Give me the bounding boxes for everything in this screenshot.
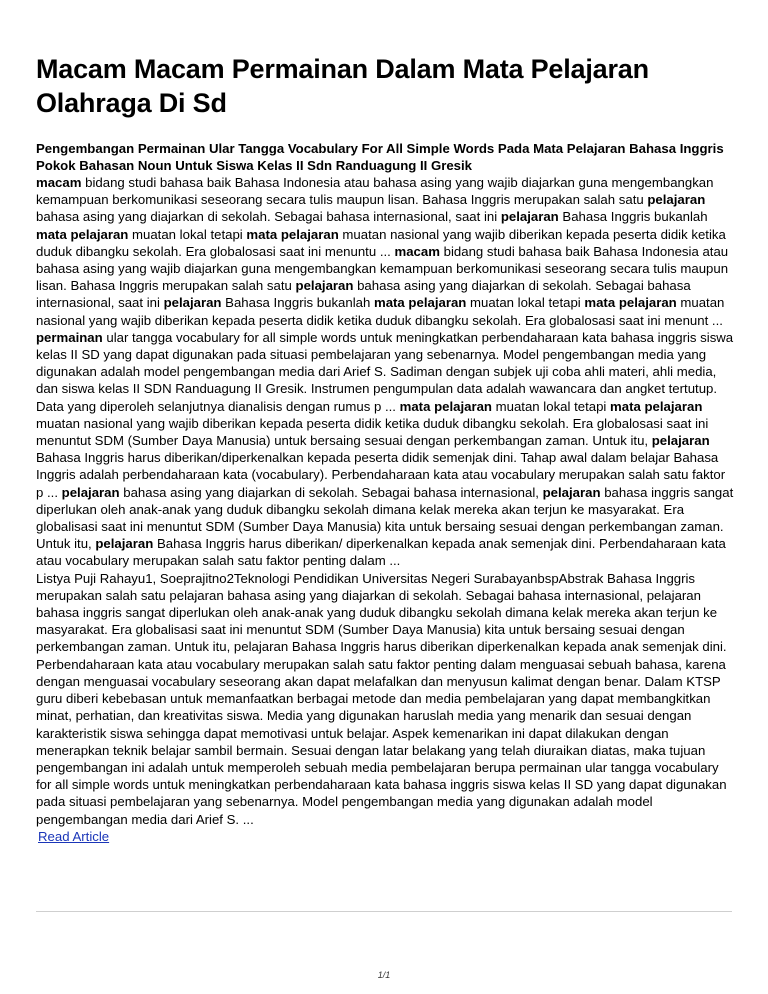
highlighted-keyword: pelajaran [651, 433, 710, 449]
article-section [36, 140, 736, 846]
highlighted-keyword: pelajaran [163, 295, 222, 311]
highlighted-keyword: mata pelajaran [373, 295, 467, 311]
highlighted-keyword: pelajaran [95, 536, 154, 552]
highlighted-keyword: permainan [36, 329, 103, 345]
highlighted-keyword: macam [394, 243, 440, 259]
highlighted-keyword: mata pelajaran [36, 226, 129, 242]
excerpt-text: Bahasa Inggris harus diberikan/diperkenalkan kepada peserta didik semenjak dini. Tahap awal dalam belajar Bahasa Inggris adalah perbendaharaan kata (vocabulary). Perbendaharaan kata atau vocabulary merupakan salah satu faktor p ... [36, 450, 726, 500]
excerpt-text: bahasa asing yang diajarkan di sekolah. Sebagai bahasa internasional, saat ini [36, 209, 501, 225]
read-article-link[interactable]: Read Article [38, 828, 110, 844]
highlighted-keyword: pelajaran [295, 278, 354, 294]
excerpt-text: Bahasa Inggris harus diberikan/ diperkenalkan kepada anak semenjak dini. Perbendaharaan kata atau vocabulary merupakan salah satu faktor penting dalam ... [36, 536, 726, 569]
article-heading: Pengembangan Permainan Ular Tangga Vocabulary For All Simple Words Pada Mata Pelajaran Bahasa Inggris Pokok Bahasan Noun Untuk Siswa Kelas II Sdn Randuagung II Gresik [36, 141, 724, 173]
article-abstract-paragraph: Listya Puji Rahayu1, Soeprajitno2Teknologi Pendidikan Universitas Negeri SurabayanbspAbstrak Bahasa Inggris merupakan salah satu pelajaran bahasa asing yang diajarkan di sekolah. Sebagai bahasa internasional, pelajaran bahasa inggris sangat diperlukan oleh anak-anak yang duduk dibangku sekolah dimana kelak mereka akan terjun ke masyarakat. Era globalisasi saat ini menuntut SDM (Sumber Daya Manusia) kita untuk bersaing sesuai dengan perkembangan zaman. Untuk itu, pelajaran Bahasa Inggris harus diberikan diperkenalkan kepada anak semenjak dini. Perbendaharaan kata atau vocabulary merupakan salah satu faktor penting dalam menguasai sebuah bahasa, karena dengan menguasai vocabulary seseorang akan dapat melafalkan dan menyusun kalimat dengan benar. Dalam KTSP guru diberi kebebasan untuk memanfaatkan berbagai metode dan media pembelajaran yang dapat membangkitkan minat, perhatian, dan kreativitas siswa. Media yang digunakan haruslah media yang menarik dan sesuai dengan karakteristik siswa sehingga dapat memotivasi untuk belajar. Aspek kemenarikan ini dapat dilakukan dengan menerapkan teknik belajar sambil bermain. Sesuai dengan latar belakang yang telah diuraikan diatas, maka tujuan pengembangan ini adalah untuk memperoleh sebuah media pembelajaran berupa permainan ular tangga vocabulary for all simple words untuk meningkatkan perbendaharaan kata bahasa inggris siswa kelas II SD yang dapat digunakan pada situasi pembelajaran yang sebenarnya. Model pengembangan media yang digunakan adalah model pengembangan media dari Arief S. ... [36, 570, 727, 827]
excerpt-text: Bahasa Inggris bukanlah [558, 209, 708, 225]
highlighted-keyword: pelajaran [647, 192, 706, 208]
excerpt-text: muatan lokal tetapi [491, 398, 611, 414]
highlighted-keyword: mata pelajaran [246, 226, 339, 242]
excerpt-text: muatan lokal tetapi [128, 226, 247, 242]
highlighted-keyword: pelajaran [542, 484, 601, 500]
article-excerpt-paragraph [36, 174, 736, 570]
excerpt-text: muatan lokal tetapi [466, 295, 585, 311]
highlighted-keyword: pelajaran [61, 484, 120, 500]
excerpt-text: muatan nasional yang wajib diberikan kepada peserta didik ketika duduk dibangku sekolah. Era globalosasi saat ini menuntut SDM (Sumber Daya Manusia) untuk bersaing sesuai dengan perkembangan zaman. Untuk itu, [36, 415, 709, 449]
highlighted-keyword: mata pelajaran [610, 398, 703, 414]
highlighted-keyword: mata pelajaran [584, 295, 677, 311]
highlighted-keyword: macam [36, 175, 82, 190]
excerpt-text: bahasa asing yang diajarkan di sekolah. Sebagai bahasa internasional, saat ini [36, 278, 691, 311]
excerpt-text: bahasa asing yang diajarkan di sekolah. Sebagai bahasa internasional, [119, 484, 543, 500]
document-page [36, 52, 736, 846]
document-title: Macam Macam Permainan Dalam Mata Pelajaran Olahraga Di Sd [36, 54, 649, 118]
excerpt-text: bidang studi bahasa baik Bahasa Indonesia atau bahasa asing yang wajib diajarkan guna mengembangkan kemampuan berkomunikasi seseorang secara tulis maupun lisan. Bahasa Inggris merupakan salah satu [36, 243, 729, 294]
excerpt-text: ular tangga vocabulary for all simple words untuk meningkatkan perbendaharaan kata bahasa inggris siswa kelas II SD yang dapat digunakan pada situasi pembelajaran yang sebenarnya. Model pengembangan media yang digunakan adalah model pengembangan media dari Arief S. Sadiman dengan subjek uji coba ahli materi, ahli media, dan siswa kelas II SDN Randuagung II Gresik. Instrumen pengumpulan data adalah wawancara dan angket tertutup. Data yang diperoleh selanjutnya dianalisis dengan rumus p ... [36, 329, 734, 414]
excerpt-text: Bahasa Inggris bukanlah [221, 295, 374, 311]
excerpt-text: bahasa inggris sangat diperlukan oleh anak-anak yang duduk dibangku sekolah dimana kelak mereka akan terjun ke masyarakat. Era globalisasi saat ini menuntut SDM (Sumber Daya Manusia) kita untuk bersaing sesuai dengan perkembangan zaman. Untuk itu, [36, 484, 734, 552]
excerpt-text: bidang studi bahasa baik Bahasa Indonesia atau bahasa asing yang wajib diajarkan guna mengembangkan kemampuan berkomunikasi seseorang secara tulis maupun lisan. Bahasa Inggris merupakan salah satu [36, 175, 714, 208]
highlighted-keyword: mata pelajaran [399, 398, 492, 414]
footer-divider [36, 911, 732, 912]
excerpt-text: muatan nasional yang wajib diberikan kepada peserta didik ketika duduk dibangku sekolah. Era globalosasi saat ini menunt ... [36, 295, 725, 328]
page-number: 1/1 [377, 970, 391, 980]
excerpt-text: muatan nasional yang wajib diberikan kepada peserta didik ketika duduk dibangku sekolah. Era globalosasi saat ini menuntu ... [36, 226, 726, 259]
highlighted-keyword: pelajaran [500, 209, 559, 225]
